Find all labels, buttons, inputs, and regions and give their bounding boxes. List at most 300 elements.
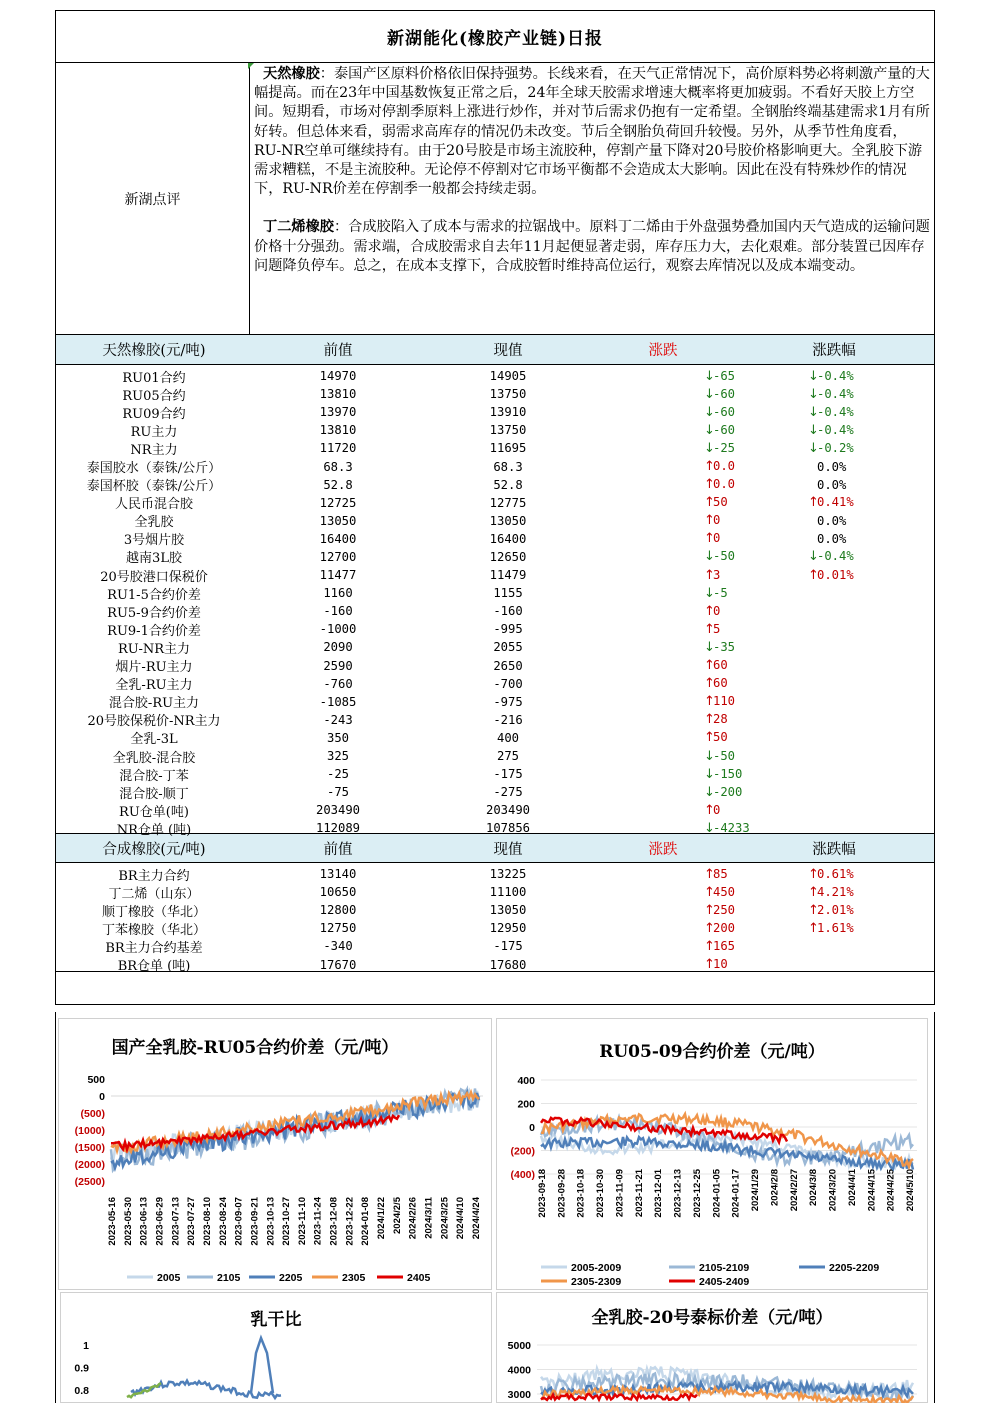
row-prev: 325 (326, 749, 349, 764)
row-pct (734, 821, 934, 835)
legend-label: 2105 (217, 1272, 241, 1284)
y-tick-label: (400) (510, 1169, 535, 1181)
row-prev: -760 (323, 676, 353, 691)
arrow-down-icon: ↓ (808, 404, 819, 420)
row-curr: 68.3 (493, 459, 523, 474)
synthetic-rubber-table (56, 863, 934, 975)
row-name: 3号烟片胶 (123, 533, 185, 549)
row-change (592, 658, 734, 673)
row-name: RU仓单(吨) (119, 804, 189, 820)
chart-plot (497, 1019, 929, 1291)
row-name: RU9-1合约价差 (107, 623, 201, 639)
x-tick-label: 2023-09-28 (556, 1169, 568, 1218)
x-tick-label: 2024/4/25 (885, 1169, 897, 1212)
row-pct (734, 921, 934, 936)
x-tick-label: 2023-11-24 (312, 1197, 324, 1246)
legend-label: 2405-2409 (699, 1276, 750, 1288)
row-change-value: -150 (713, 766, 743, 781)
row-change (592, 921, 734, 936)
x-tick-label: 2024/2/8 (769, 1169, 781, 1206)
row-prev: 13050 (319, 513, 357, 528)
arrow-down-icon: ↓ (704, 404, 715, 420)
row-pct (734, 731, 934, 745)
arrow-up-icon: ↑ (704, 621, 715, 637)
arrow-down-icon: ↓ (704, 784, 715, 800)
x-tick-label: 2024/3/25 (439, 1197, 451, 1240)
row-change-value: 0 (713, 531, 721, 546)
arrow-down-icon: ↓ (704, 766, 715, 782)
chart-latex-ru05-spread (58, 1018, 492, 1290)
arrow-up-icon: ↑ (704, 902, 715, 918)
row-curr: 13750 (489, 423, 527, 438)
arrow-up-icon: ↑ (704, 694, 715, 710)
legend-label: 2305-2309 (571, 1276, 622, 1288)
y-tick-label: 3000 (507, 1389, 531, 1401)
row-pct (734, 423, 934, 438)
row-pct (734, 532, 934, 546)
chart-latex-str20-spread (496, 1292, 928, 1403)
arrow-up-icon: ↑ (808, 866, 819, 882)
row-change (592, 939, 734, 954)
row-change-value: 60 (713, 676, 728, 691)
x-tick-label: 2023-09-18 (537, 1169, 548, 1218)
row-pct (734, 369, 934, 384)
report-sheet (55, 10, 935, 1005)
x-tick-label: 2024-01-17 (730, 1169, 742, 1218)
row-curr: 13225 (489, 867, 527, 882)
row-pct-value: 0.0% (817, 459, 847, 474)
row-prev: 13810 (319, 423, 357, 438)
chart-latex-dry-ratio (60, 1292, 492, 1403)
row-curr: 13910 (489, 405, 527, 420)
row-prev: 68.3 (323, 459, 353, 474)
header-curr: 现值 (493, 343, 523, 359)
row-change (592, 712, 734, 727)
row-pct (734, 885, 934, 900)
blank-row (56, 971, 934, 1004)
row-name: RU05合约 (122, 388, 186, 404)
report-title: 新湖能化(橡胶产业链)日报 (56, 11, 934, 63)
row-pct-value: 0.41% (817, 495, 854, 510)
row-pct (734, 568, 934, 583)
y-tick-label: (1000) (74, 1125, 105, 1137)
natural-rubber-heading: 天然橡胶 (263, 66, 320, 82)
x-tick-label: 2023-06-29 (154, 1197, 166, 1246)
header-pct: 涨跌幅 (812, 841, 856, 858)
row-curr: 2055 (493, 640, 523, 655)
x-tick-label: 2023-12-13 (672, 1169, 684, 1218)
table-row (56, 457, 934, 475)
row-curr: 13050 (489, 513, 527, 528)
x-tick-label: 2024/1/22 (376, 1197, 388, 1240)
arrow-up-icon: ↑ (704, 730, 715, 746)
y-tick-label: 0.9 (74, 1362, 89, 1375)
chart-plot (497, 1293, 929, 1403)
row-curr: -175 (493, 939, 523, 954)
row-change-value: 250 (713, 902, 736, 917)
row-pct-value: 0.0% (817, 477, 847, 492)
x-tick-label: 2023-08-10 (201, 1197, 213, 1246)
x-tick-label: 2023-11-21 (633, 1169, 645, 1218)
row-change (592, 766, 743, 782)
row-change (592, 640, 734, 655)
row-pct (734, 622, 934, 636)
row-curr: 13750 (489, 387, 527, 402)
natural-rubber-comment (254, 65, 930, 199)
commentary-text (250, 63, 934, 334)
row-pct (734, 387, 934, 402)
x-tick-label: 2024/2/27 (788, 1169, 800, 1212)
row-name: NR仓单 (吨) (116, 822, 192, 838)
row-curr: -160 (493, 604, 523, 619)
y-tick-label: 500 (87, 1074, 105, 1086)
row-change-value: 165 (713, 938, 736, 953)
x-tick-label: 2023-12-25 (691, 1169, 703, 1218)
row-prev: 112089 (315, 821, 361, 836)
row-change-value: 0.0 (713, 459, 736, 474)
y-tick-label: 0 (99, 1091, 105, 1103)
table-row (56, 385, 934, 403)
header-change: 涨跌 (648, 343, 678, 359)
header-name: 天然橡胶(元/吨) (102, 343, 206, 359)
header-change: 涨跌 (648, 841, 678, 858)
row-change-value: 0 (713, 513, 721, 528)
chart-title: 国产全乳胶-RU05合约价差（元/吨） (111, 1038, 399, 1058)
row-pct-value: 0.01% (817, 567, 854, 582)
arrow-down-icon: ↓ (704, 549, 715, 565)
table-row (56, 747, 934, 765)
row-change (592, 441, 734, 456)
row-name: RU主力 (130, 424, 178, 440)
chart-ru05-09-spread (496, 1018, 928, 1290)
row-change (592, 423, 734, 438)
row-change (592, 369, 734, 384)
row-change (592, 604, 734, 619)
row-change-value: -60 (713, 404, 736, 419)
row-prev: 12725 (319, 495, 357, 510)
row-prev: 2090 (323, 640, 353, 655)
x-tick-label: 2024/4/1 (846, 1169, 858, 1206)
row-name: 混合胶-丁苯 (119, 768, 189, 784)
row-change (592, 885, 734, 900)
series-line (131, 1381, 281, 1398)
row-name: 20号胶港口保税价 (100, 569, 208, 585)
row-change-value: -60 (713, 386, 736, 401)
table-row (56, 620, 934, 638)
row-name: 烟片-RU主力 (115, 660, 193, 676)
x-tick-label: 2024/5/10 (905, 1169, 916, 1212)
row-name: 泰国胶水（泰铢/公斤） (86, 461, 222, 477)
row-curr: 2650 (493, 658, 523, 673)
natural-rubber-table (56, 365, 934, 838)
row-change-value: -50 (713, 549, 736, 564)
header-prev: 前值 (323, 841, 353, 858)
x-tick-label: 2023-07-27 (186, 1197, 198, 1246)
table-row (56, 819, 934, 837)
row-pct-value: 0.61% (817, 866, 854, 881)
row-prev: 350 (326, 730, 349, 745)
row-prev: 2590 (323, 658, 353, 673)
arrow-up-icon: ↑ (704, 866, 715, 882)
table-row (56, 711, 934, 729)
row-change (592, 903, 734, 918)
row-pct-value: -0.4% (817, 549, 854, 564)
row-change-value: 85 (713, 866, 728, 881)
header-prev: 前值 (323, 343, 353, 359)
header-name: 合成橡胶(元/吨) (102, 841, 206, 858)
row-name: NR主力 (130, 442, 178, 458)
arrow-down-icon: ↓ (704, 748, 715, 764)
x-tick-label: 2024/3/11 (423, 1197, 435, 1239)
arrow-up-icon: ↑ (704, 938, 715, 954)
row-prev: 11477 (319, 568, 357, 583)
row-name: 越南3L胶 (126, 551, 182, 567)
row-change (592, 867, 734, 882)
table-row (56, 476, 934, 494)
table-row (56, 955, 934, 973)
x-tick-label: 2023-05-16 (107, 1197, 118, 1246)
table-row (56, 657, 934, 675)
row-pct (734, 713, 934, 727)
row-pct (734, 495, 934, 510)
x-tick-label: 2023-05-30 (122, 1197, 134, 1246)
row-change (592, 820, 750, 836)
row-prev: 12800 (319, 903, 357, 918)
series-line (541, 1137, 913, 1170)
row-prev: 16400 (319, 531, 357, 546)
row-curr: -275 (493, 785, 523, 800)
x-tick-label: 2024/4/10 (455, 1197, 467, 1240)
row-curr: 203490 (485, 803, 531, 818)
row-curr: -700 (493, 676, 523, 691)
charts-area (55, 1012, 935, 1403)
row-name: 泰国杯胶（泰铢/公斤） (86, 479, 222, 495)
natural-rubber-body: ：泰国产区原料价格依旧保持强势。长线来看，在天气正常情况下，高价原料势必将刺激产量的大幅提高。而在23年中国基数恢复正常之后，24年全球天胶需求增速大概率将更加疲弱。不看好天胶上方空间。短期看，市场对停割季原料上涨进行炒作，并对节后需求仍抱有一定希望。全钢胎终端基建需求1月有所好转。但总体来看，弱需求高库存的情况仍未改变。节后全钢胎负荷回升较慢。另外，从季节性角度看，RU-NR空单可继续持有。由于20号胶是市场主流胶种，停割产量下降对20号胶价格影响更大。全乳胶下游需求糟糕，不是主流胶种。无论停不停割对它市场平衡都不会造成太大影响。因此在没有特殊炒作的情况下，RU-NR价差在停割季一般都会持续走弱。 (254, 66, 930, 198)
row-name: RU1-5合约价差 (107, 587, 201, 603)
row-pct-value: -0.4% (817, 422, 854, 437)
table-row (56, 937, 934, 955)
row-name: RU09合约 (122, 406, 186, 422)
row-curr: 275 (496, 749, 519, 764)
row-curr: 14905 (489, 369, 527, 384)
header-pct: 涨跌幅 (812, 343, 856, 359)
row-prev: 13970 (319, 405, 357, 420)
arrow-down-icon: ↓ (704, 639, 715, 655)
arrow-up-icon: ↑ (704, 513, 715, 529)
row-change (592, 957, 734, 972)
x-tick-label: 2023-12-01 (653, 1169, 665, 1218)
row-prev: -340 (323, 939, 353, 954)
row-prev: 12700 (319, 549, 357, 564)
row-name: BR主力合约基差 (105, 940, 203, 956)
chart-title: 乳干比 (250, 1310, 302, 1330)
row-prev: 14970 (319, 369, 357, 384)
arrow-up-icon: ↑ (704, 531, 715, 547)
arrow-up-icon: ↑ (808, 884, 819, 900)
row-curr: 12650 (489, 549, 527, 564)
row-change-value: -50 (713, 748, 736, 763)
row-change (592, 694, 734, 709)
row-change-value: -5 (713, 585, 728, 600)
synthetic-rubber-header (56, 833, 934, 863)
table-row (56, 693, 934, 711)
row-pct-value: -0.2% (817, 440, 854, 455)
row-prev: 10650 (319, 885, 357, 900)
row-change-value: 5 (713, 621, 721, 636)
table-row (56, 421, 934, 439)
x-tick-label: 2024/4/15 (866, 1169, 878, 1212)
arrow-up-icon: ↑ (704, 603, 715, 619)
row-pct (734, 549, 934, 564)
row-prev: 1160 (323, 586, 353, 601)
legend-label: 2205-2209 (829, 1262, 880, 1274)
x-tick-label: 2024-01-05 (711, 1169, 723, 1218)
row-curr: 11100 (489, 885, 527, 900)
row-name: RU01合约 (122, 370, 186, 386)
row-change (592, 568, 734, 583)
commentary-block (56, 63, 934, 335)
row-pct-value: -0.4% (817, 404, 854, 419)
row-pct (734, 803, 934, 817)
x-tick-label: 2023-07-13 (170, 1197, 182, 1246)
x-tick-label: 2023-11-10 (296, 1197, 308, 1246)
row-pct-value: -0.4% (817, 386, 854, 401)
arrow-down-icon: ↓ (808, 422, 819, 438)
row-pct (734, 514, 934, 528)
row-change-value: -60 (713, 422, 736, 437)
row-change-value: 0.0 (713, 477, 736, 492)
row-change-value: 60 (713, 658, 728, 673)
row-pct (734, 785, 934, 799)
x-tick-label: 2024/1/29 (750, 1169, 762, 1212)
y-tick-label: 200 (517, 1098, 535, 1111)
table-row (56, 765, 934, 783)
table-row (56, 638, 934, 656)
row-change (592, 459, 734, 474)
row-name: RU5-9合约价差 (107, 605, 201, 621)
table-row (56, 801, 934, 819)
row-change-value: -65 (713, 368, 736, 383)
arrow-up-icon: ↑ (808, 920, 819, 936)
arrow-up-icon: ↑ (704, 495, 715, 511)
row-pct (734, 478, 934, 492)
butadiene-rubber-comment (254, 218, 930, 276)
row-change (592, 477, 734, 492)
y-tick-label: 0.8 (74, 1385, 89, 1397)
row-prev: -243 (323, 712, 353, 727)
row-name: 顺丁橡胶（华北） (101, 904, 206, 920)
row-change-value: 450 (713, 884, 736, 899)
table-row (56, 367, 934, 385)
row-change (592, 784, 743, 800)
x-tick-label: 2023-12-08 (328, 1197, 340, 1246)
row-curr: -995 (493, 622, 523, 637)
x-tick-label: 2023-06-13 (138, 1197, 150, 1246)
arrow-down-icon: ↓ (808, 368, 819, 384)
arrow-up-icon: ↑ (704, 676, 715, 692)
row-pct-value: 4.21% (817, 884, 854, 899)
arrow-up-icon: ↑ (808, 495, 819, 511)
row-change (592, 749, 734, 764)
row-pct-value: 1.61% (817, 920, 854, 935)
row-curr: -175 (493, 767, 523, 782)
x-tick-label: 2023-09-21 (249, 1197, 261, 1246)
arrow-up-icon: ↑ (704, 884, 715, 900)
arrow-up-icon: ↑ (704, 567, 715, 583)
table-row (56, 494, 934, 512)
y-tick-label: 4000 (507, 1364, 531, 1377)
row-change-value: 3 (713, 567, 721, 582)
row-pct (734, 586, 934, 600)
chart-plot (61, 1293, 493, 1403)
y-tick-label: (2000) (74, 1159, 105, 1171)
row-name: 人民币混合胶 (114, 497, 193, 513)
row-pct (734, 460, 934, 474)
row-change (592, 803, 734, 818)
row-prev: -1085 (319, 694, 357, 709)
row-change (592, 586, 734, 601)
y-tick-label: 0 (529, 1122, 535, 1134)
row-curr: -975 (493, 694, 523, 709)
x-tick-label: 2023-11-09 (614, 1169, 626, 1218)
table-row (56, 919, 934, 937)
x-tick-label: 2024/2/5 (391, 1197, 403, 1234)
chart-plot (59, 1019, 493, 1291)
row-change (592, 405, 734, 420)
legend-label: 2005 (157, 1272, 181, 1284)
series-line (251, 1338, 273, 1393)
row-pct (734, 441, 934, 456)
table-row (56, 675, 934, 693)
table-row (56, 729, 934, 747)
row-curr: 400 (496, 730, 519, 745)
table-row (56, 548, 934, 566)
row-change (592, 531, 734, 546)
row-curr: 11695 (489, 441, 527, 456)
legend-label: 2005-2009 (571, 1262, 622, 1274)
row-curr: 17680 (489, 957, 527, 972)
x-tick-label: 2024-01-08 (360, 1197, 372, 1246)
commentary-label: 新湖点评 (56, 63, 250, 334)
row-pct (734, 867, 934, 882)
row-curr: 107856 (485, 821, 531, 836)
row-change-value: 0 (713, 802, 721, 817)
header-curr: 现值 (493, 841, 523, 858)
row-name: 全乳-RU主力 (115, 678, 193, 694)
y-tick-label: (2500) (74, 1176, 105, 1188)
row-prev: -25 (326, 767, 349, 782)
row-name: RU-NR主力 (117, 641, 191, 657)
y-tick-label: (500) (80, 1108, 105, 1120)
butadiene-rubber-heading: 丁二烯橡胶 (263, 219, 334, 236)
table-row (56, 602, 934, 620)
arrow-down-icon: ↓ (704, 368, 715, 384)
y-tick-label: 1 (83, 1340, 89, 1352)
x-tick-label: 2024/4/24 (471, 1197, 482, 1240)
chart-title: RU05-09合约价差（元/吨） (599, 1042, 825, 1062)
y-tick-label: (200) (510, 1145, 535, 1158)
row-change-value: 50 (713, 495, 728, 510)
row-change (592, 622, 734, 637)
table-row (56, 403, 934, 421)
legend-label: 2105-2109 (699, 1262, 750, 1274)
row-prev: -1000 (319, 622, 357, 637)
row-pct (734, 767, 934, 781)
row-pct (734, 958, 934, 972)
arrow-down-icon: ↓ (808, 386, 819, 402)
table-row (56, 512, 934, 530)
row-change-value: 200 (713, 920, 736, 935)
